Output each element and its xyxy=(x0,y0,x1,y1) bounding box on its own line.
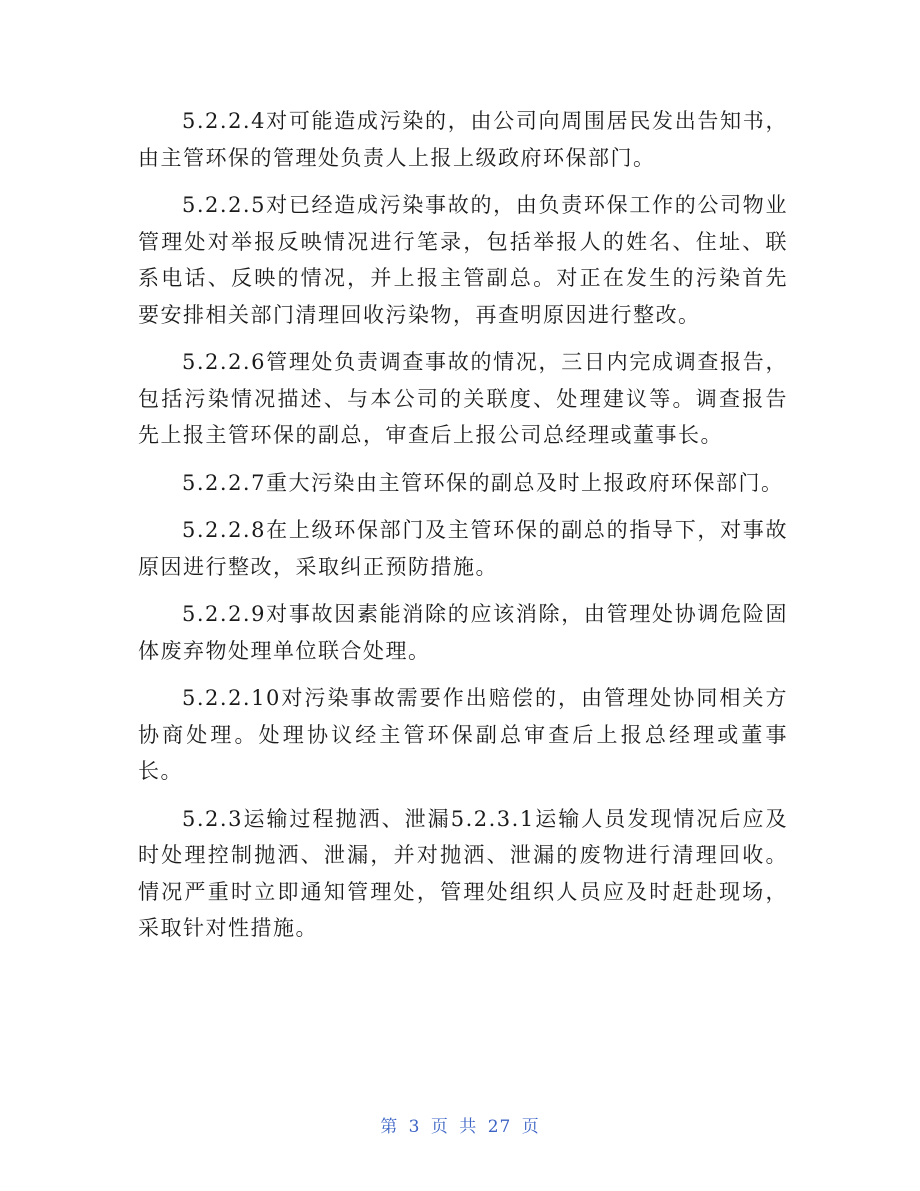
paragraph-5-2-2-10: 5.2.2.10对污染事故需要作出赔偿的，由管理处协同相关方协商处理。处理协议经主管环保副总审查后上报总经理或董事长。 xyxy=(138,686,788,783)
paragraph-5-2-2-7: 5.2.2.7重大污染由主管环保的副总及时上报政府环保部门。 xyxy=(182,470,784,495)
page-number-footer: 第 3 页 共 27 页 xyxy=(380,1117,540,1137)
paragraph-5-2-3: 5.2.3运输过程抛洒、泄漏5.2.3.1运输人员发现情况后应及时处理控制抛洒、泄漏，并对抛洒、泄漏的废物进行清理回收。情况严重时立即通知管理处，管理处组织人员应及时赶赴现场，采取针对性措施。 xyxy=(138,806,788,940)
document-body xyxy=(138,103,788,958)
paragraph-5-2-2-6: 5.2.2.6管理处负责调查事故的情况，三日内完成调查报告，包括污染情况描述、与本公司的关联度、处理建议等。调查报告先上报主管环保的副总，审查后上报公司总经理或董事长。 xyxy=(138,350,788,447)
paragraph-5-2-2-8: 5.2.2.8在上级环保部门及主管环保的副总的指导下，对事故原因进行整改，采取纠正预防措施。 xyxy=(138,518,788,579)
paragraph-5-2-2-9: 5.2.2.9对事故因素能消除的应该消除，由管理处协调危险固体废弃物处理单位联合处理。 xyxy=(138,602,788,663)
paragraph-5-2-2-5: 5.2.2.5对已经造成污染事故的，由负责环保工作的公司物业管理处对举报反映情况进行笔录，包括举报人的姓名、住址、联系电话、反映的情况，并上报主管副总。对正在发生的污染首先要安排相关部门清理回收污染物，再查明原因进行整改。 xyxy=(138,193,788,327)
paragraph-5-2-2-4: 5.2.2.4对可能造成污染的，由公司向周围居民发出告知书，由主管环保的管理处负责人上报上级政府环保部门。 xyxy=(138,109,788,170)
